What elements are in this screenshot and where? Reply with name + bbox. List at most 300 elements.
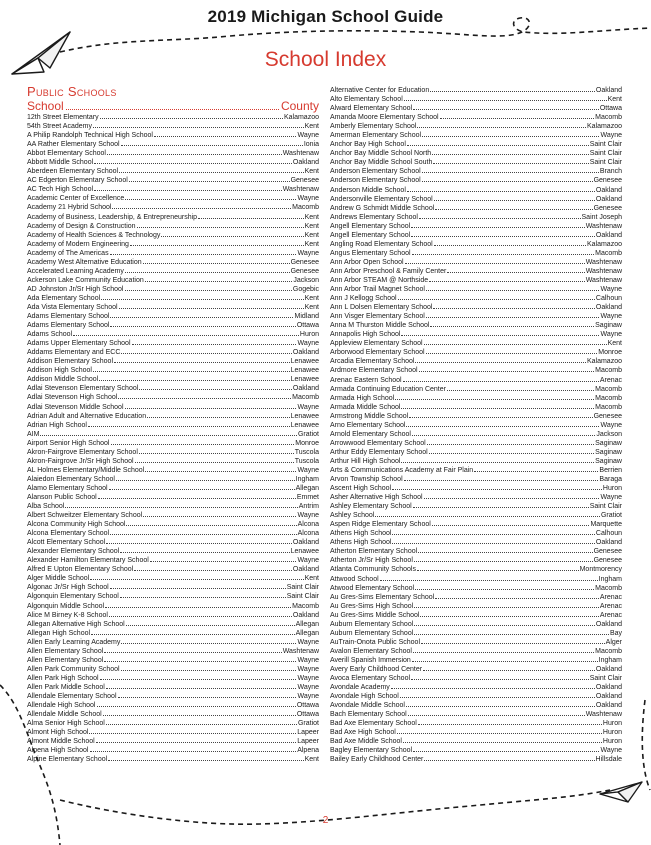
- county-name: Ottawa: [296, 711, 319, 719]
- index-entry: [330, 484, 622, 493]
- index-entry: [330, 728, 622, 737]
- leader-dots: [104, 661, 296, 662]
- county-name: Wayne: [297, 403, 319, 411]
- county-name: Macomb: [595, 367, 622, 375]
- leader-dots: [432, 525, 590, 526]
- school-name: Appleview Elementary School: [330, 340, 423, 348]
- leader-dots: [375, 516, 600, 517]
- county-name: Kent: [304, 294, 319, 302]
- county-name: Oakland: [595, 684, 622, 692]
- leader-dots: [109, 489, 295, 490]
- index-entry: [27, 122, 319, 131]
- leader-dots: [380, 580, 598, 581]
- leader-dots: [145, 281, 293, 282]
- index-entry: [330, 204, 622, 213]
- index-entry: [330, 222, 622, 231]
- school-name: Avondale High School: [330, 693, 399, 701]
- index-entry: [330, 448, 622, 457]
- county-name: Kalamazoo: [586, 240, 622, 248]
- leader-dots: [404, 100, 607, 101]
- index-entry: [27, 131, 319, 140]
- county-name: Saint Clair: [589, 141, 622, 149]
- index-entry: [27, 167, 319, 176]
- index-entry: [330, 357, 622, 366]
- school-name: Academy of Health Sciences & Technology: [27, 231, 161, 239]
- school-name: Attwood School: [330, 575, 379, 583]
- index-entry: [330, 674, 622, 683]
- county-name: Saginaw: [595, 439, 622, 447]
- index-entry: [27, 466, 319, 475]
- index-entry: [27, 484, 319, 493]
- leader-dots: [418, 552, 592, 553]
- school-name: Andersonville Elementary School: [330, 195, 433, 203]
- school-name: Armada High School: [330, 394, 395, 402]
- school-name: Atherton Jr/Sr High School: [330, 557, 413, 565]
- county-name: Alcona: [297, 530, 319, 538]
- index-entry: [330, 502, 622, 511]
- county-name: Genesee: [593, 548, 622, 556]
- county-name: Washtenaw: [282, 647, 319, 655]
- school-name: Alpine Elementary School: [27, 756, 108, 764]
- index-entry: [330, 167, 622, 176]
- school-name: Academy of Business, Leadership, & Entrepreneurship: [27, 213, 198, 221]
- school-name: Algonquin Middle School: [27, 602, 105, 610]
- school-name: Arrowwood Elementary School: [330, 439, 426, 447]
- leader-dots: [119, 308, 304, 309]
- leader-dots: [420, 616, 598, 617]
- leader-dots: [118, 697, 297, 698]
- school-name: Ackerson Lake Community Education: [27, 276, 144, 284]
- leader-dots: [198, 218, 304, 219]
- school-name: Bagley Elementary School: [330, 747, 413, 755]
- index-entry: [27, 421, 319, 430]
- index-entry: [27, 149, 319, 158]
- index-entry: [27, 674, 319, 683]
- school-name: Arts & Communications Academy at Fair Plain: [330, 466, 474, 474]
- index-entry: [330, 158, 622, 167]
- county-name: Kent: [304, 213, 319, 221]
- leader-dots: [415, 362, 586, 363]
- leader-dots: [407, 191, 595, 192]
- school-name: Bad Axe High School: [330, 729, 396, 737]
- index-entry: [330, 475, 622, 484]
- county-name: Kent: [607, 340, 622, 348]
- county-name: Saint Joseph: [581, 213, 622, 221]
- leader-dots: [408, 715, 585, 716]
- index-entry: [27, 502, 319, 511]
- county-name: Kent: [607, 96, 622, 104]
- school-name: Bad Axe Middle School: [330, 738, 402, 746]
- leader-dots: [110, 588, 286, 589]
- index-entry: [330, 611, 622, 620]
- leader-dots: [118, 398, 291, 399]
- index-entry: [27, 366, 319, 375]
- county-name: Saint Clair: [589, 150, 622, 158]
- school-name: Alcott Elementary School: [27, 539, 106, 547]
- school-name: AC Tech High School: [27, 186, 94, 194]
- index-entry: [27, 592, 319, 601]
- leader-dots: [101, 299, 303, 300]
- county-name: Allegan: [295, 484, 319, 492]
- school-name: Alpena High School: [27, 747, 89, 755]
- school-name: Anchor Bay Middle School North: [330, 150, 432, 158]
- school-name: Avoca Elementary School: [330, 675, 411, 683]
- school-name: Allen Elementary School: [27, 647, 104, 655]
- index-entry: [330, 656, 622, 665]
- leader-dots: [125, 290, 292, 291]
- index-entry: [330, 746, 622, 755]
- county-name: Marquette: [590, 521, 622, 529]
- leader-dots: [139, 453, 294, 454]
- index-entry: [330, 575, 622, 584]
- leader-dots: [93, 371, 290, 372]
- leader-dots: [430, 91, 595, 92]
- school-name: Allen Park Community School: [27, 665, 120, 673]
- leader-dots: [422, 136, 599, 137]
- county-name: Wayne: [297, 195, 319, 203]
- index-entry: [330, 457, 622, 466]
- leader-dots: [103, 715, 296, 716]
- school-name: Asher Alternative High School: [330, 494, 423, 502]
- county-name: Macomb: [292, 204, 319, 212]
- leader-dots: [433, 163, 588, 164]
- index-entry: [330, 140, 622, 149]
- index-entry: [330, 710, 622, 719]
- index-entry: [27, 565, 319, 574]
- leader-dots: [433, 308, 594, 309]
- index-entry: [330, 348, 622, 357]
- school-name: Atwood Elementary School: [330, 584, 415, 592]
- school-name: Alba School: [27, 503, 65, 511]
- county-name: Washtenaw: [585, 267, 622, 275]
- leader-dots: [415, 589, 594, 590]
- school-name: Adrian High School: [27, 421, 87, 429]
- county-name: Oakland: [595, 702, 622, 710]
- leader-dots: [429, 281, 585, 282]
- school-name: Armada Continuing Education Center: [330, 385, 446, 393]
- leader-dots: [434, 200, 595, 201]
- leader-dots: [147, 417, 289, 418]
- school-name: Almont Middle School: [27, 738, 95, 746]
- county-name: Wayne: [297, 340, 319, 348]
- leader-dots: [401, 462, 594, 463]
- school-name: Almont High School: [27, 729, 89, 737]
- county-name: Macomb: [595, 249, 622, 257]
- index-entry: [330, 186, 622, 195]
- school-name: Angell Elementary School: [330, 222, 411, 230]
- school-name: AIM: [27, 430, 40, 438]
- leader-dots: [106, 543, 292, 544]
- index-entry: [330, 385, 622, 394]
- index-entry: [330, 620, 622, 629]
- school-name: Adams Upper Elementary School: [27, 340, 131, 348]
- school-name: Allegan High School: [27, 629, 91, 637]
- leader-dots: [403, 381, 599, 382]
- county-name: Kent: [304, 756, 319, 764]
- school-name: Andrew G Schmidt Middle School: [330, 204, 435, 212]
- county-name: Montmorency: [579, 566, 622, 574]
- index-entry: [27, 710, 319, 719]
- school-name: Alternative Center for Education: [330, 87, 430, 94]
- leader-dots: [407, 145, 589, 146]
- leader-dots: [94, 163, 292, 164]
- county-name: Antrim: [298, 503, 319, 511]
- index-entry: [27, 348, 319, 357]
- county-name: Ingham: [295, 475, 319, 483]
- leader-dots: [105, 607, 291, 608]
- school-name: Athens High School: [330, 530, 392, 538]
- county-name: Wayne: [600, 132, 622, 140]
- leader-dots: [108, 760, 303, 761]
- school-name: A Philip Randolph Technical High School: [27, 132, 153, 140]
- leader-dots: [121, 670, 297, 671]
- leader-dots: [121, 145, 303, 146]
- index-entry: [27, 158, 319, 167]
- index-entry: [330, 113, 622, 122]
- leader-dots: [413, 652, 594, 653]
- index-entry: [330, 692, 622, 701]
- school-name: Andrews Elementary School: [330, 213, 418, 221]
- school-name: Averill Spanish Immersion: [330, 656, 411, 664]
- county-name: Oakland: [595, 304, 622, 312]
- county-name: Genesee: [290, 258, 319, 266]
- county-name: Macomb: [595, 394, 622, 402]
- school-name: Addison Middle School: [27, 376, 99, 384]
- county-name: Kent: [304, 240, 319, 248]
- school-name: Bach Elementary School: [330, 711, 407, 719]
- school-name: Allendale Elementary School: [27, 693, 117, 700]
- index-entry: [330, 466, 622, 475]
- county-name: Wayne: [297, 674, 319, 682]
- school-name: Academic Center of Excellence: [27, 195, 125, 203]
- county-name: Arenac: [599, 593, 622, 601]
- index-entry: [330, 176, 622, 185]
- leader-dots: [65, 507, 297, 508]
- index-entry: [27, 520, 319, 529]
- county-name: Washtenaw: [282, 150, 319, 158]
- school-name: Avondale Academy: [330, 684, 390, 692]
- school-name: Adlai Stevenson Middle School: [27, 403, 124, 411]
- school-name: Allendale High School: [27, 702, 96, 710]
- school-list-right: [330, 86, 622, 765]
- index-entry: [330, 421, 622, 430]
- leader-dots: [110, 317, 293, 318]
- leader-dots: [94, 190, 282, 191]
- county-name: Kent: [304, 222, 319, 230]
- county-name: Calhoun: [595, 530, 622, 538]
- index-entry: [330, 394, 622, 403]
- county-column-label: County: [280, 99, 319, 113]
- leader-dots: [110, 254, 297, 255]
- leader-dots: [106, 688, 297, 689]
- leader-dots: [421, 643, 605, 644]
- leader-dots: [409, 417, 592, 418]
- school-name: Alward Elementary School: [330, 105, 413, 113]
- index-entry: [330, 412, 622, 421]
- county-name: Arenac: [599, 602, 622, 610]
- county-name: Allegan: [295, 629, 319, 637]
- school-name: Allen Early Learning Academy: [27, 638, 121, 646]
- county-name: Saint Clair: [286, 593, 319, 601]
- index-entry: [27, 267, 319, 276]
- school-name: Au Gres-Sims Elementary School: [330, 593, 435, 601]
- school-name: Adams Elementary School: [27, 313, 110, 321]
- index-entry: [330, 195, 622, 204]
- leader-dots: [424, 760, 594, 761]
- leader-dots: [106, 724, 297, 725]
- county-name: Washtenaw: [282, 186, 319, 194]
- school-name: 12th Street Elementary: [27, 114, 99, 121]
- county-name: Wayne: [600, 331, 622, 339]
- school-name: Adlai Stevenson Elementary School: [27, 385, 139, 393]
- school-name: Anna M Thurston Middle School: [330, 322, 430, 330]
- county-name: Oakland: [292, 611, 319, 619]
- index-entry: [330, 240, 622, 249]
- leader-dots: [91, 634, 295, 635]
- leader-dots: [400, 697, 595, 698]
- leader-dots: [73, 335, 299, 336]
- school-name: Alcona Community High School: [27, 521, 126, 529]
- county-name: Washtenaw: [585, 711, 622, 719]
- index-entry: [27, 665, 319, 674]
- leader-dots: [145, 471, 296, 472]
- index-entry: [330, 584, 622, 593]
- school-name: Anderson Middle School: [330, 186, 406, 194]
- county-name: Macomb: [595, 647, 622, 655]
- leader-dots: [137, 227, 304, 228]
- county-name: Ionia: [303, 141, 319, 149]
- school-name: Arnold Elementary School: [330, 430, 411, 438]
- index-entry: [330, 339, 622, 348]
- index-entry: [27, 602, 319, 611]
- index-entry: [27, 574, 319, 583]
- index-entry: [330, 249, 622, 258]
- leader-dots: [403, 742, 602, 743]
- school-name: Algonac Jr/Sr High School: [27, 584, 109, 592]
- county-name: Genesee: [290, 267, 319, 275]
- school-name: Ashley School: [330, 512, 375, 520]
- school-name: AC Edgerton Elementary School: [27, 177, 128, 185]
- index-entry: [330, 719, 622, 728]
- county-name: Saint Clair: [286, 584, 319, 592]
- school-name: Alcona Elementary School: [27, 530, 110, 538]
- index-entry: [27, 583, 319, 592]
- county-name: Huron: [602, 485, 622, 493]
- school-name: Au Gres-Sims Middle School: [330, 611, 420, 619]
- school-name: Auburn Elementary School: [330, 620, 414, 628]
- index-entry: [27, 511, 319, 520]
- index-entry: [330, 131, 622, 140]
- county-name: Wayne: [297, 665, 319, 673]
- index-entry: [330, 565, 622, 574]
- index-entry: [27, 746, 319, 755]
- school-name: Aspen Ridge Elementary School: [330, 521, 431, 529]
- county-name: Wayne: [297, 693, 319, 700]
- leader-dots: [411, 236, 595, 237]
- county-name: Midland: [294, 313, 319, 321]
- section-heading: Public Schools: [27, 84, 117, 99]
- county-name: Macomb: [292, 394, 319, 402]
- index-entry: [330, 95, 622, 104]
- index-entry: [330, 294, 622, 303]
- school-name: Alamo Elementary School: [27, 484, 108, 492]
- index-entry: [27, 412, 319, 421]
- county-name: Saginaw: [595, 448, 622, 456]
- index-entry: [27, 140, 319, 149]
- leader-dots: [435, 209, 592, 210]
- school-name: Angell Elementary School: [330, 231, 411, 239]
- index-entry: [27, 375, 319, 384]
- index-entry: [330, 330, 622, 339]
- school-name: Ann Arbor Open School: [330, 258, 404, 266]
- county-name: Alcona: [297, 521, 319, 529]
- header-leader-dots: [66, 109, 279, 110]
- index-entry: [27, 203, 319, 212]
- index-entry: [330, 430, 622, 439]
- school-name: Bad Axe Elementary School: [330, 720, 417, 728]
- leader-dots: [447, 272, 584, 273]
- county-name: Macomb: [595, 403, 622, 411]
- school-name: Arno Elementary School: [330, 421, 406, 429]
- county-name: Lenawee: [290, 412, 319, 420]
- school-name: Amberly Elementary School: [330, 123, 417, 131]
- county-name: Oakland: [595, 195, 622, 203]
- county-name: Kent: [304, 575, 319, 583]
- index-entry: [27, 339, 319, 348]
- index-entry: [330, 737, 622, 746]
- leader-dots: [119, 172, 304, 173]
- county-name: Ottawa: [296, 702, 319, 710]
- index-entry: [27, 683, 319, 692]
- county-name: Gratiot: [297, 720, 319, 728]
- county-name: Wayne: [297, 512, 319, 520]
- leader-dots: [125, 408, 297, 409]
- county-name: Saint Clair: [589, 503, 622, 511]
- index-entry: [27, 213, 319, 222]
- county-name: Alpena: [297, 747, 319, 755]
- leader-dots: [132, 344, 297, 345]
- leader-dots: [161, 236, 303, 237]
- county-name: Lenawee: [290, 358, 319, 366]
- leader-dots: [419, 218, 581, 219]
- leader-dots: [426, 290, 600, 291]
- school-name: Anchor Bay High School: [330, 141, 406, 149]
- county-name: Lapeer: [297, 738, 319, 746]
- school-name: Allen Park High School: [27, 674, 99, 682]
- index-entry: [330, 439, 622, 448]
- leader-dots: [413, 507, 589, 508]
- school-name: Addams Elementary and ECC: [27, 349, 121, 357]
- county-name: Berrien: [599, 466, 622, 474]
- county-name: Oakland: [595, 87, 622, 94]
- leader-dots: [120, 552, 289, 553]
- county-name: Wayne: [297, 466, 319, 474]
- county-name: Oakland: [595, 666, 622, 673]
- leader-dots: [93, 127, 304, 128]
- index-entry: [330, 231, 622, 240]
- school-name: Ann J Kellogg School: [330, 295, 397, 303]
- school-name: Anderson Elementary School: [330, 168, 421, 176]
- county-name: Genesee: [593, 412, 622, 420]
- school-name: Arvon Township School: [330, 476, 403, 484]
- leader-dots: [116, 480, 295, 481]
- index-entry: [330, 529, 622, 538]
- school-name: Alexander Hamilton Elementary School: [27, 557, 149, 565]
- school-name: Academy 21 Hybrid School: [27, 204, 112, 212]
- county-name: Bay: [609, 629, 622, 637]
- county-name: Allegan: [295, 620, 319, 628]
- county-name: Lenawee: [290, 367, 319, 375]
